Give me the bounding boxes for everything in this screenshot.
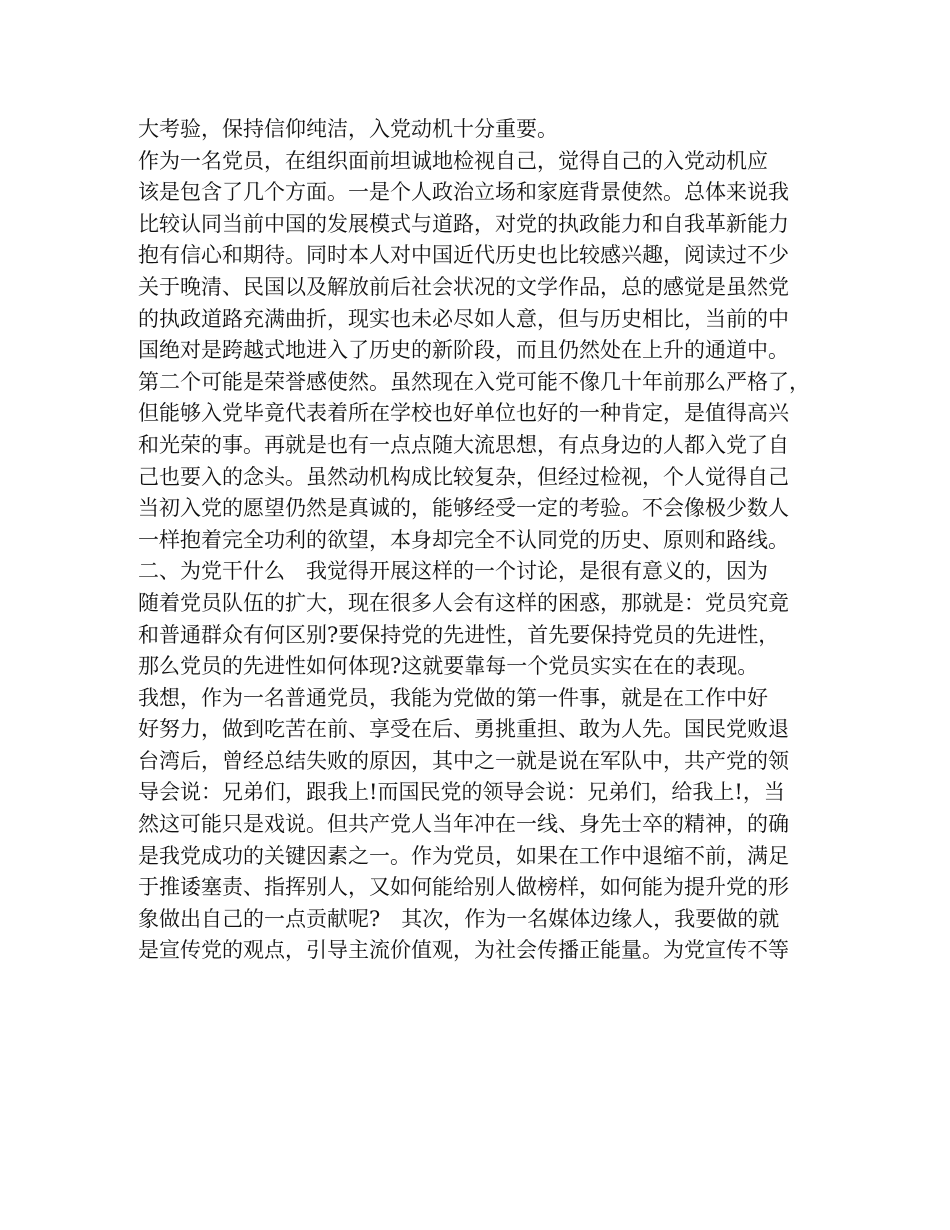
text-line: 当初入党的愿望仍然是真诚的，能够经受一定的考验。不会像极少数人: [138, 496, 789, 521]
text-line: 该是包含了几个方面。一是个人政治立场和家庭背景使然。总体来说我: [138, 180, 789, 205]
text-line: 导会说：兄弟们，跟我上!而国民党的领导会说：兄弟们，给我上!，当: [138, 780, 785, 805]
text-line: 然这可能只是戏说。但共产党人当年冲在一线、身先士卒的精神，的确: [138, 812, 789, 837]
body-text: [138, 114, 818, 967]
text-line: 己也要入的念头。虽然动机构成比较复杂，但经过检视，个人觉得自己: [138, 464, 789, 489]
text-line: 二、为党干什么 我觉得开展这样的一个讨论，是很有意义的，因为: [138, 559, 768, 584]
text-line: 的执政道路充满曲折，现实也未必尽如人意，但与历史相比，当前的中: [138, 306, 789, 331]
text-line: 台湾后，曾经总结失败的原因，其中之一就是说在军队中，共产党的领: [138, 748, 789, 773]
text-line: 那么党员的先进性如何体现?这就要靠每一个党员实实在在的表现。: [138, 654, 759, 679]
text-line: 和光荣的事。再就是也有一点点随大流思想，有点身边的人都入党了自: [138, 432, 789, 457]
text-line: 大考验，保持信仰纯洁，入党动机十分重要。: [138, 117, 558, 141]
text-line: 是我党成功的关键因素之一。作为党员，如果在工作中退缩不前，满足: [138, 843, 789, 868]
text-line: 比较认同当前中国的发展模式与道路，对党的执政能力和自我革新能力: [138, 211, 789, 236]
text-line: 我想，作为一名普通党员，我能为党做的第一件事，就是在工作中好: [138, 685, 768, 710]
text-line: 国绝对是跨越式地进入了历史的新阶段，而且仍然处在上升的通道中。: [138, 338, 789, 363]
text-line: 是宣传党的观点，引导主流价值观，为社会传播正能量。为党宣传不等: [138, 938, 789, 963]
text-line: 但能够入党毕竟代表着所在学校也好单位也好的一种肯定，是值得高兴: [138, 401, 789, 426]
text-line: 关于晚清、民国以及解放前后社会状况的文学作品，总的感觉是虽然党: [138, 274, 789, 299]
text-line: 一样抱着完全功利的欲望，本身却完全不认同党的历史、原则和路线。: [138, 527, 789, 552]
text-line: 和普通群众有何区别?要保持党的先进性，首先要保持党员的先进性，: [138, 622, 780, 647]
text-line: 第二个可能是荣誉感使然。虽然现在入党可能不像几十年前那么严格了，: [138, 369, 810, 394]
text-line: 随着党员队伍的扩大，现在很多人会有这样的困惑，那就是：党员究竟: [138, 590, 789, 615]
text-line: 作为一名党员，在组织面前坦诚地检视自己，觉得自己的入党动机应: [138, 148, 768, 173]
text-line: 象做出自己的一点贡献呢? 其次，作为一名媒体边缘人，我要做的就: [138, 906, 780, 931]
text-line: 于推诿塞责、指挥别人，又如何能给别人做榜样，如何能为提升党的形: [138, 875, 789, 900]
text-line: 好努力，做到吃苦在前、享受在后、勇挑重担、敢为人先。国民党败退: [138, 717, 789, 742]
text-line: 抱有信心和期待。同时本人对中国近代历史也比较感兴趣，阅读过不少: [138, 243, 789, 268]
